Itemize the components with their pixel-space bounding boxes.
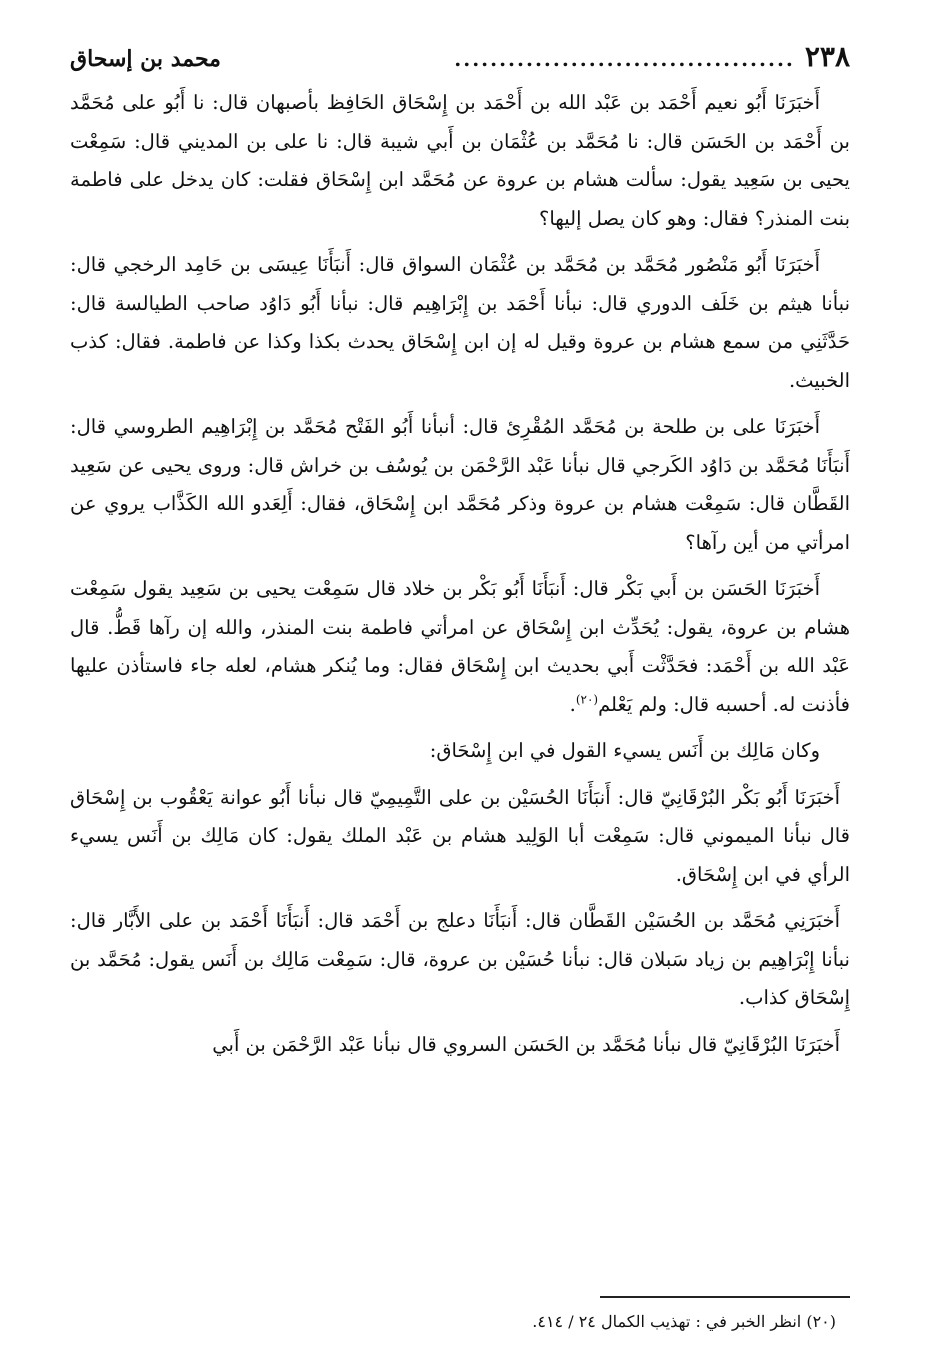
- paragraph-4-end: .: [569, 692, 576, 716]
- paragraph-5: وكان مَالِك بن أَنَس يسيء القول في ابن إِسْحَاق:: [429, 739, 820, 762]
- paragraph-7: أَخبَرَنِي مُحَمَّد بن الحُسَيْن القَطَّان قال: أَنبَأَنَا دعلج بن أَحْمَد قال: أَنبَأَنَا أَحْمَد بن على الأَبَّار قال: نبأنا إِبْرَاهِيم بن زياد سَبلان قال: نبأنا حُسَيْن بن عروة، قال: سَمِعْت مَالِك بن أَنَس يقول: مُحَمَّد بن إِسْحَاق كذاب.: [70, 909, 850, 1009]
- paragraph-2: أَخبَرَنَا أَبُو مَنْصُور مُحَمَّد بن مُحَمَّد بن عُثْمَان السواق قال: أَنبَأَنَا عِيسَى بن حَامِد الرخجي قال: نبأنا هيثم بن خَلَف الدوري قال: نبأنا أَحْمَد بن إِبْرَاهِيم قال: نبأنا أَبُو دَاوُد صاحب الطيالسة قال: حَدَّثَنِي من سمع هشام بن عروة وقيل له إن ابن إِسْحَاق يحدث بكذا وكذا عن فاطمة. فقال: كذب الخبيث.: [70, 253, 850, 392]
- paragraph-4: [70, 570, 850, 724]
- header-leader-dots: ......................................: [454, 47, 795, 71]
- page-header: [70, 40, 850, 84]
- main-text: [70, 84, 850, 1064]
- footnote-divider: [600, 1296, 850, 1298]
- paragraph-1: أَخبَرَنَا أَبُو نعيم أَحْمَد بن عَبْد الله بن أَحْمَد بن إِسْحَاق الحَافِظ بأصبهان قال: نا أَبُو على مُحَمَّد بن أَحْمَد بن الحَسَن قال: نا مُحَمَّد بن عُثْمَان بن أَبي شيبة قال: نا على بن المديني قال: سَمِعْت يحيى بن سَعِيد يقول: سألت هشام بن عروة عن مُحَمَّد ابن إِسْحَاق فقلت: كان يدخل على فاطمة بنت المنذر؟ فقال: وهو كان يصل إليها؟: [70, 91, 850, 230]
- paragraph-6: أَخبَرَنَا أَبُو بَكْر البُرْقَانِيّ قال: أَنبَأَنَا الحُسَيْن بن على التَّمِيمِيّ قال نبأنا أَبُو عوانة يَعْقُوب بن إِسْحَاق قال نبأنا الميموني قال: سَمِعْت أبا الوَلِيد هشام بن عَبْد الملك يقول: كان مَالِك بن أَنَس يسيء الرأي في ابن إِسْحَاق.: [70, 785, 850, 886]
- running-title: محمد بن إسحاق: [70, 46, 221, 72]
- paragraph-3: أَخبَرَنَا على بن طلحة بن مُحَمَّد المُقْرِئ قال: أنبأنا أَبُو الفَتْح مُحَمَّد بن إِبْرَاهِيم الطروسي قال: أَنبَأَنَا مُحَمَّد بن دَاوُد الكَرجي قال نبأنا عَبْد الرَّحْمَن بن يُوسُف بن خراش قال: وروى يحيى عن سَعِيد القَطَّان قال: سَمِعْت هشام بن عروة وذكر مُحَمَّد ابن إِسْحَاق، فقال: أَلِعَدو الله الكَذَّاب يروي عن امرأتي من أين رآها؟: [70, 415, 850, 554]
- paragraph-8: أَخبَرَنَا البُرْقَانِيّ قال نبأنا مُحَمَّد بن الحَسَن السروي قال نبأنا عَبْد الرَّحْمَن بن أَبي: [212, 1032, 840, 1056]
- document-page: [70, 40, 850, 1330]
- paragraph-4-text: أَخبَرَنَا الحَسَن بن أَبي بَكْر قال: أَنبَأَنَا أَبُو بَكْر بن خلاد قال سَمِعْت يحيى بن سَعِيد يقول سَمِعْت هشام بن عروة، يقول: يُحَدِّث ابن إِسْحَاق عن امرأتي فاطمة بنت المنذر، والله إن رآها قَطُّ. قال عَبْد الله بن أَحْمَد: فحَدَّثْت أَبي بحديث ابن إِسْحَاق فقال: وما يُنكر هشام، لعله جاء فاستأذن عليها فأذنت له. أحسبه قال: ولم يَعْلم: [70, 577, 850, 716]
- footnote: (٢٠) انظر الخبر في : تهذيب الكمال ٢٤ / ٤١٤.: [532, 1312, 836, 1331]
- footnote-marker: (٢٠): [575, 692, 599, 706]
- page-number: ٢٣٨: [804, 40, 850, 73]
